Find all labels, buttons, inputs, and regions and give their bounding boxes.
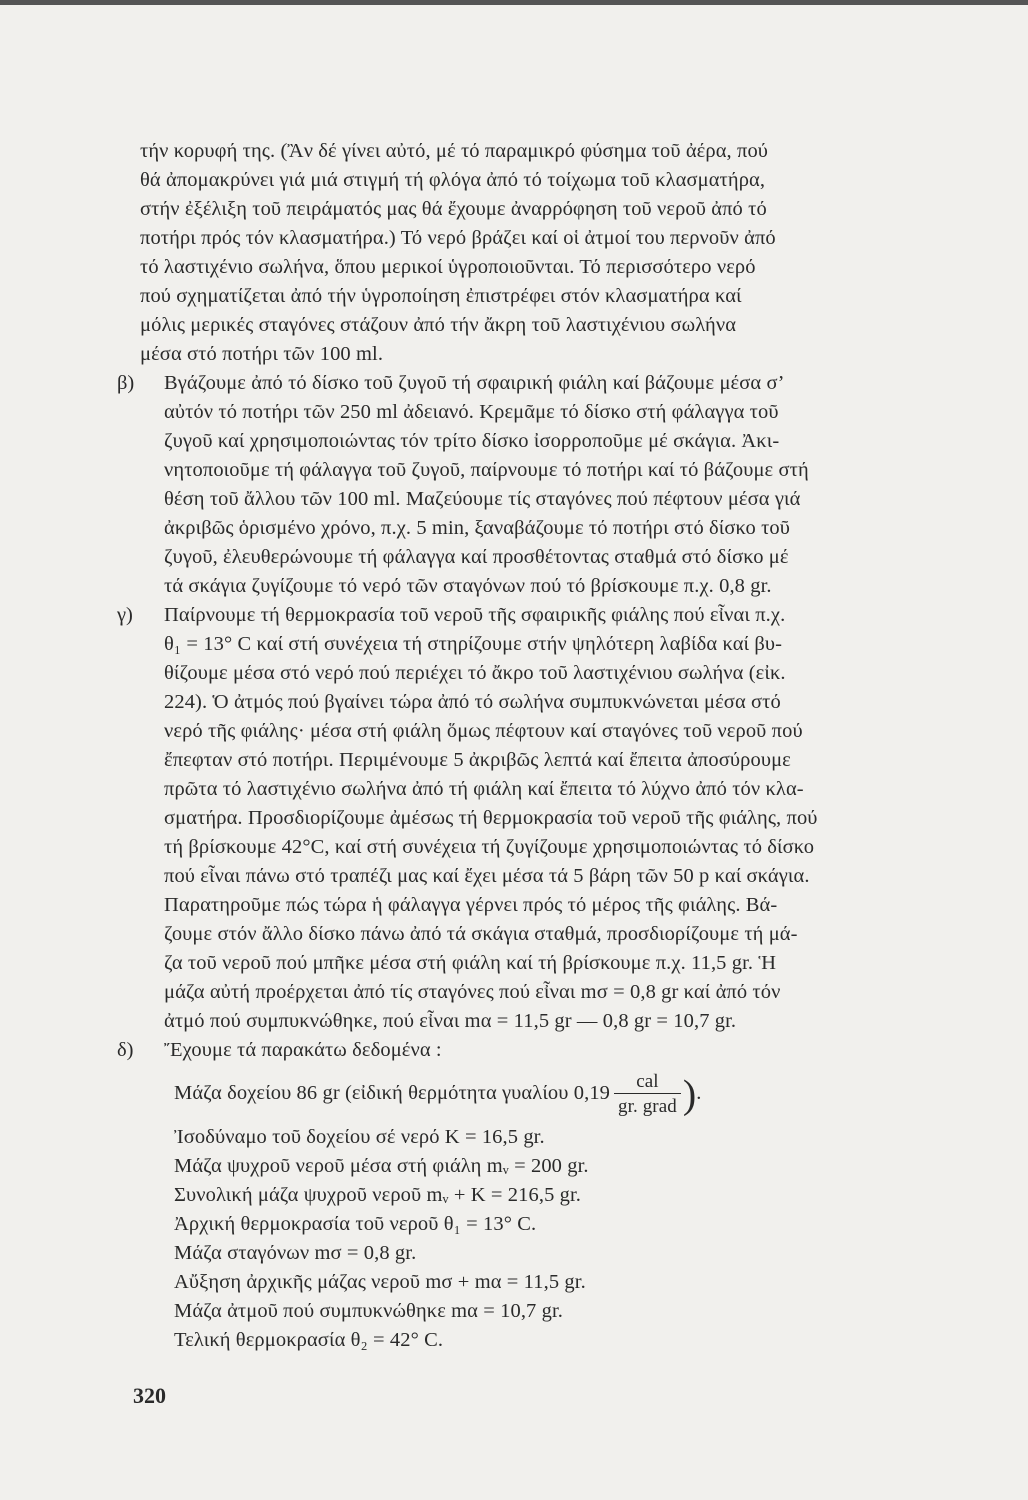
fraction-numerator: cal <box>636 1071 659 1093</box>
text-line: Παρατηροῦμε πώς τώρα ἡ φάλαγγα γέρνει πρός τό μέρος τῆς φιάλης. Βά- <box>164 894 778 916</box>
text-line: ζα τοῦ νεροῦ πού μπῆκε μέσα στή φιάλη καί τή βρίσκουμε π.χ. 11,5 gr. Ἡ <box>164 952 777 974</box>
item-label-d: δ) <box>117 1039 134 1061</box>
text-line: Ἔχουμε τά παρακάτω δεδομένα : <box>164 1039 442 1061</box>
text-line: μόλις μερικές σταγόνες στάζουν ἀπό τήν ἄκρη τοῦ λαστιχένιου σωλήνα <box>140 314 737 336</box>
text-line: ποτήρι πρός τόν κλασματήρα.) Τό νερό βράζει καί οἱ ἀτμοί του περνοῦν ἀπό <box>140 227 776 249</box>
data-line: Τελική θερμοκρασία θ₂ = 42° C. <box>174 1329 444 1351</box>
text-line: θ₁ = 13° C καί στή συνέχεια τή στηρίζουμε στήν ψηλότερη λαβίδα καί βυ- <box>164 633 783 655</box>
text-line: πού εἶναι πάνω στό τραπέζι μας καί ἔχει μέσα τά 5 βάρη τῶν 50 p καί σκάγια. <box>164 865 810 887</box>
closing-paren: ) <box>682 1071 697 1117</box>
text-line: νερό τῆς φιάλης· μέσα στή φιάλη ὅμως πέφτουν καί σταγόνες τοῦ νεροῦ πού <box>164 720 803 742</box>
data-line: Αὔξηση ἀρχικῆς μάζας νεροῦ mσ + mα = 11,5 gr. <box>174 1271 586 1293</box>
text-line: ζυγοῦ, ἐλευθερώνουμε τή φάλαγγα καί προσθέτοντας σταθμά στό δίσκο μέ <box>164 546 789 568</box>
text-line: μάζα αὐτή προέρχεται ἀπό τίς σταγόνες πού εἶναι mσ = 0,8 gr καί ἀπό τόν <box>164 981 781 1003</box>
data-line: Μάζα ἀτμοῦ πού συμπυκνώθηκε mα = 10,7 gr. <box>174 1300 564 1322</box>
text-line: ζυγοῦ καί χρησιμοποιώντας τόν τρίτο δίσκο ἰσορροποῦμε μέ σκάγια. Ἀκι- <box>164 430 780 452</box>
text-line: τήν κορυφή της. (Ἂν δέ γίνει αὐτό, μέ τό παραμικρό φύσημα τοῦ ἀέρα, πού <box>140 140 769 162</box>
data-line: Μάζα ψυχροῦ νεροῦ μέσα στή φιάλη mᵥ = 200 gr. <box>174 1155 589 1177</box>
text-line: ζουμε στόν ἄλλο δίσκο πάνω ἀπό τά σκάγια σταθμά, προσδιορίζουμε τή μά- <box>164 923 798 945</box>
text-line: Βγάζουμε ἀπό τό δίσκο τοῦ ζυγοῦ τή σφαιρική φιάλη καί βάζουμε μέσα σ’ <box>164 372 785 394</box>
text-line: τά σκάγια ζυγίζουμε τό νερό τῶν σταγόνων πού τό βρίσκουμε π.χ. 0,8 gr. <box>164 575 772 597</box>
fraction-denominator: gr. grad <box>614 1093 681 1117</box>
text-line: θίζουμε μέσα στό νερό πού περιέχει τό ἄκρο τοῦ λαστιχένιου σωλήνα (εἰκ. <box>164 662 786 684</box>
item-label-c: γ) <box>117 604 133 626</box>
text-line: θέση τοῦ ἄλλου τῶν 100 ml. Μαζεύουμε τίς σταγόνες πού πέφτουν μέσα γιά <box>164 488 801 510</box>
page-number: 320 <box>133 1383 166 1408</box>
text-line: σματήρα. Προσδιορίζουμε ἀμέσως τή θερμοκρασία τοῦ νεροῦ τῆς φιάλης, πού <box>164 807 818 829</box>
text-line: μέσα στό ποτήρι τῶν 100 ml. <box>140 343 384 365</box>
text-line: νητοποιοῦμε τή φάλαγγα τοῦ ζυγοῦ, παίρνουμε τό ποτήρι καί τό βάζουμε στή <box>164 459 809 481</box>
line-end-period: . <box>696 1082 702 1104</box>
text-line: 224). Ὁ ἀτμός πού βγαίνει τώρα ἀπό τό σωλήνα συμπυκνώνεται μέσα στό <box>164 691 781 713</box>
data-line: Μάζα σταγόνων mσ = 0,8 gr. <box>174 1242 417 1264</box>
text-line: τό λαστιχένιο σωλήνα, ὅπου μερικοί ὑγροποιοῦνται. Τό περισσότερο νερό <box>140 256 756 278</box>
text-line: Παίρνουμε τή θερμοκρασία τοῦ νεροῦ τῆς σφαιρικῆς φιάλης πού εἶναι π.χ. <box>164 604 786 626</box>
text-line: πού σχηματίζεται ἀπό τήν ὑγροποίηση ἐπιστρέφει στόν κλασματήρα καί <box>140 285 742 307</box>
text-line: ἀτμό πού συμπυκνώθηκε, πού εἶναι mα = 11,5 gr — 0,8 gr = 10,7 gr. <box>164 1010 737 1032</box>
text-line: αὐτόν τό ποτήρι τῶν 250 ml ἀδειανό. Κρεμᾶμε τό δίσκο στή φάλαγγα τοῦ <box>164 401 779 423</box>
item-label-b: β) <box>117 372 135 394</box>
text-line: ἔπεφταν στό ποτήρι. Περιμένουμε 5 ἀκριβῶς λεπτά καί ἔπειτα ἀποσύρουμε <box>164 749 791 771</box>
text-line: τή βρίσκουμε 42°C, καί στή συνέχεια τή ζυγίζουμε χρησιμοποιώντας τό δίσκο <box>164 836 815 858</box>
specific-heat-unit-fraction <box>614 1071 681 1117</box>
text-line: πρῶτα τό λαστιχένιο σωλήνα ἀπό τή φιάλη καί ἔπειτα τό λύχνο ἀπό τόν κλα- <box>164 778 804 800</box>
data-line: Ἰσοδύναμο τοῦ δοχείου σέ νερό K = 16,5 gr. <box>174 1126 545 1148</box>
vessel-mass-text: Μάζα δοχείου 86 gr (εἰδική θερμότητα γυαλίου 0,19 <box>174 1082 611 1104</box>
data-line: Συνολική μάζα ψυχροῦ νεροῦ mᵥ + K = 216,5 gr. <box>174 1184 582 1206</box>
text-line: θά ἀπομακρύνει γιά μιά στιγμή τή φλόγα ἀπό τό τοίχωμα τοῦ κλασματήρα, <box>140 169 766 191</box>
text-line: στήν ἐξέλιξη τοῦ πειράματός μας θά ἔχουμε ἀναρρόφηση τοῦ νεροῦ ἀπό τό <box>140 198 767 220</box>
text-line: ἀκριβῶς ὁρισμένο χρόνο, π.χ. 5 min, ξαναβάζουμε τό ποτήρι στό δίσκο τοῦ <box>164 517 791 539</box>
data-line: Ἀρχική θερμοκρασία τοῦ νεροῦ θ₁ = 13° C. <box>174 1213 537 1235</box>
vessel-mass-line <box>174 1068 702 1118</box>
